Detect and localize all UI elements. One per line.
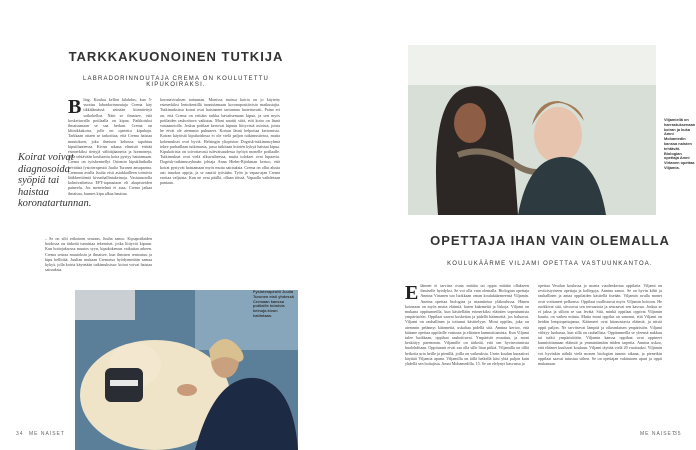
left-page-number: 34 bbox=[16, 431, 24, 437]
snake-photo bbox=[408, 45, 656, 215]
left-column-1 bbox=[68, 97, 152, 240]
left-column-2: koronaviruksen tartunnan. Monissa maissa koiria on jo käytetty esimerkiksi lentokentillä tunnistamaan koronapositiivisia matkustajia. Tutkimuksissa koirat ovat haistaneet tartunnan luotettavasti. Paino eri on, että Crema on erittäin tarkka havaitsemaan kipua, ja sen myös potilaiden rauhoittava vaikutus. Moni nauttii siitä, että koira on läsnä vastaanotolla. Joskus potilaat kertovat kipuun liittyvistä asioista, joista he eivät ole aiemmin puhuneet. Koiran läsnä helpottaa kertomista. Koiran käytöstä kipuhoidossa ei ole vielä paljon tutkimustietoa, mutta kokemukset ovat hyviä. Helsingin yliopiston Dogrisk-tutkimusryhmä tekee parhaillaan tutkimusta, jossa tutkitaan koirien kykyä haistaa kipua. Kipukoirista on toivottavasti tulevaisuudessa hyötyä monelle potilaalle. Tutkimukset ovat vielä alkuvaiheessa, mutta tulokset ovat lupaavia. Dogrisk-tutkimusryhmän johtaja Anna Hielm-Björkman kertoo, että koirat pystyvät haistamaan myös muita sairauksia. Crema on ollut alusta asti innokas oppija, ja se nauttii työstään. Työn ja vapaa-ajan Crema erottaa valjaista: Kun ne ovat päällä, ollaan töissä. Vapaalla vaihdetaan pantaan. bbox=[160, 97, 280, 186]
right-subhead: KOULUKÄÄRME VILJAMI OPETTAA VASTUUNKANTOA. bbox=[447, 261, 653, 267]
right-column-1 bbox=[405, 283, 529, 423]
left-footer-label: ME NAISET bbox=[29, 431, 65, 437]
pull-quote: Koirat voivat diagnosoida syöpiä tai haistaa koronatartunnan. bbox=[18, 152, 92, 209]
right-col1-text: läimen ei tarvitse osata mitään tai oppia mitään ollakseen ihmiselle hyödyksi. Se voi olla vain olemalla. Biologian opettaja Annina Virtanen tuo luokkaan oman koulukäärmeensä Viljamin. Annina opettaa biologiaa ja maantietoa yläkoulussa. Hänen kotonaan on myös muita eläimiä, kuten käärmeitä ja liskoja. Viljami on mukana oppitunneilla, kun käsitellään esimerkiksi eläinten sopeutumista ympäristöön. Oppilaat saavat koskettaa ja pidellä käärmettä, jos haluavat. Viljami on rauhallinen ja tottunut käsittelyyn. Moni oppilas, joka on aiemmin pelännyt käärmeitä, uskaltaa pidellä sitä. Annina kertoo, että käärme opettaa oppilaille vastuuta ja eläinten kunnioittamista. Kun Viljami tulee luokkaan, oppilaat rauhoittuvat. Ympäristö muuttuu, ja moni keskittyy paremmin. Viljamille on tärkeää, että sen hyvinvoinnista huolehditaan. Oppitunnit eivät saa olla sille liian pitkiä. Viljamilla on tilliä heikoita uria heille ja pienillä, joilla on vaikeuksia. Usein koulun kuraattori käyttää Viljamia apuna. Viljamilla on tällä hetkellä käsi yhtä paljon kuin yhdellä sen hoitajista, Amni Mohamedilla, 15. Se on elelynyt kasvussa ja bbox=[405, 283, 529, 367]
right-footer-label: ME NAISET bbox=[640, 431, 676, 437]
left-headline: TARKKAKUONOINEN TUTKIJA bbox=[68, 49, 284, 64]
right-headline: OPETTAJA IHAN VAIN OLEMALLA bbox=[430, 233, 670, 248]
right-dropcap: E bbox=[405, 283, 419, 304]
left-dropcap: B bbox=[68, 97, 82, 118]
snake-scene-illustration bbox=[408, 45, 656, 215]
left-column-1b: – Se on silti erikoinen seuraus, Juulia sanoo. Kipupotilaiden hoidossa on tärkeää tunnistaa tekemiset, jotka liittyvät kipuun. Kun hoitojaksossa muutos syyn, kipukokemus vaikuttaa arkeen. Crema seuraa muutoksia ja ilmaisee, kun ihmisen rentoutuu ja kipu hellittää. Juulian mukaan Cremassa hyödynnetään samaa kykyä, jolla koiria käytetään tutkimuksissa: koirat voivat haistaa sairauksia. bbox=[45, 236, 152, 273]
dog-photo-caption: Fysioterapeutti Juulia Turunen etsii yhdessä Cremaan kanssa potilaille toimivia keinoja kivun hallintaan. bbox=[253, 289, 294, 318]
right-page-number: 35 bbox=[674, 431, 682, 437]
left-col1-text: ling. Kuuluu kellon kilahdus, kun 5-vuotias labradorinnoutaja Crema käy tikkälämässä seinään kiinnitettyä sotkokelloa. Näin se ilmaisee, että koskettavalla potilaalla on kipua. Paikkoisksi ilmaisumaan se saa herkun. Crema on kliinikkakoira, jolle on opetettu kipuhaju. Tarkkaan ottaen se tarkoittaa, että Crema haistaa muutoksen, joka ihmisen kehossa tapahtuu kiputilanteessa. Kivun aikana elimistö erittää esimerkiksi tiettyjä välittäjäaineita ja hormoneja, joita tehtävään koulutettu koira pystyy haistamaan. Crema on työskennellyt Oriomin kipuklinikalla kevätäsä fysioterapeutti Juulia Turusen ansapartna. Cremaan avulla Juulia etsii asiakkailleen toimivia lääkkeettömiä kivunhallintakeinoja. Vastaanotolla kolmivaiheissa EFT-tapaustaon eli akupisteiden paineelu. Jos menetelmä ei auta, Crema jatkaa ilmaisua, kunnes kipu alkaa hauttua. bbox=[68, 97, 152, 196]
snake-photo-caption: Viljamiellä on harrastuksenaan koiran ja kuka Amni Mohamedin kanssa naisten tehtävät. Biologian opettaja Amni Virtanen opettaa Viljamia. bbox=[664, 117, 696, 170]
right-column-2: opettaa Vesalan koulussa jo monta vuodenkertaa oppilaita. Viljami on reviiristyöseen opettaja ja kollegoja, Annina sanoo. Se on hyvin kiltti ja rauhallinen ja antaa oppilaiden käsitellä itseään. Viljamin avulla monet ovat voittaneet pelkonsa. Oppilaat osallistuvat myös Viljamin hoitoon. He ruokkivat sitä, siivoavat sen terraariota ja seuraavat sen kasvua. Joskus se ei jaksa ja silloin se saa levätä. Sitä, minkä oppilaat oppivat Viljamin kautta, on vaikea mitata. Mutta moni oppilas on sanonut, että Viljami on heidän lempiopettajansa. Käärmeet ovat kiinnostavia eläimiä, ja niistä oppii paljon. Ne tarvitsevat lämpöä ja oikeanlaisen ympäristön. Viljami viihtyy luokassa, kun sillä on rauhallista. Oppitunneilla se yleensä nukkuu tai tutkii ympäristöään. Viljamin kanssa oppilaat ovat oppineet kunnioittamaan eläimiä ja ymmärtämään niiden tarpeita. Annina uskoo, että eläimet kuuluvat kouluun. Viljami täyttää vielä 20 vuotiaaksi. Viljamin voi hyvinkin nähdä vielä monen biologian tunnin aikana, ja pienetkin oppilaat saavat tutustua siihen. Se on opettajan vakituinen apuri ja oppii mukanaan. bbox=[538, 283, 662, 367]
left-subhead: LABRADORINNOUTAJA CREMA ON KOULUTETTU KIPUKOIRAKSI. bbox=[83, 76, 269, 88]
